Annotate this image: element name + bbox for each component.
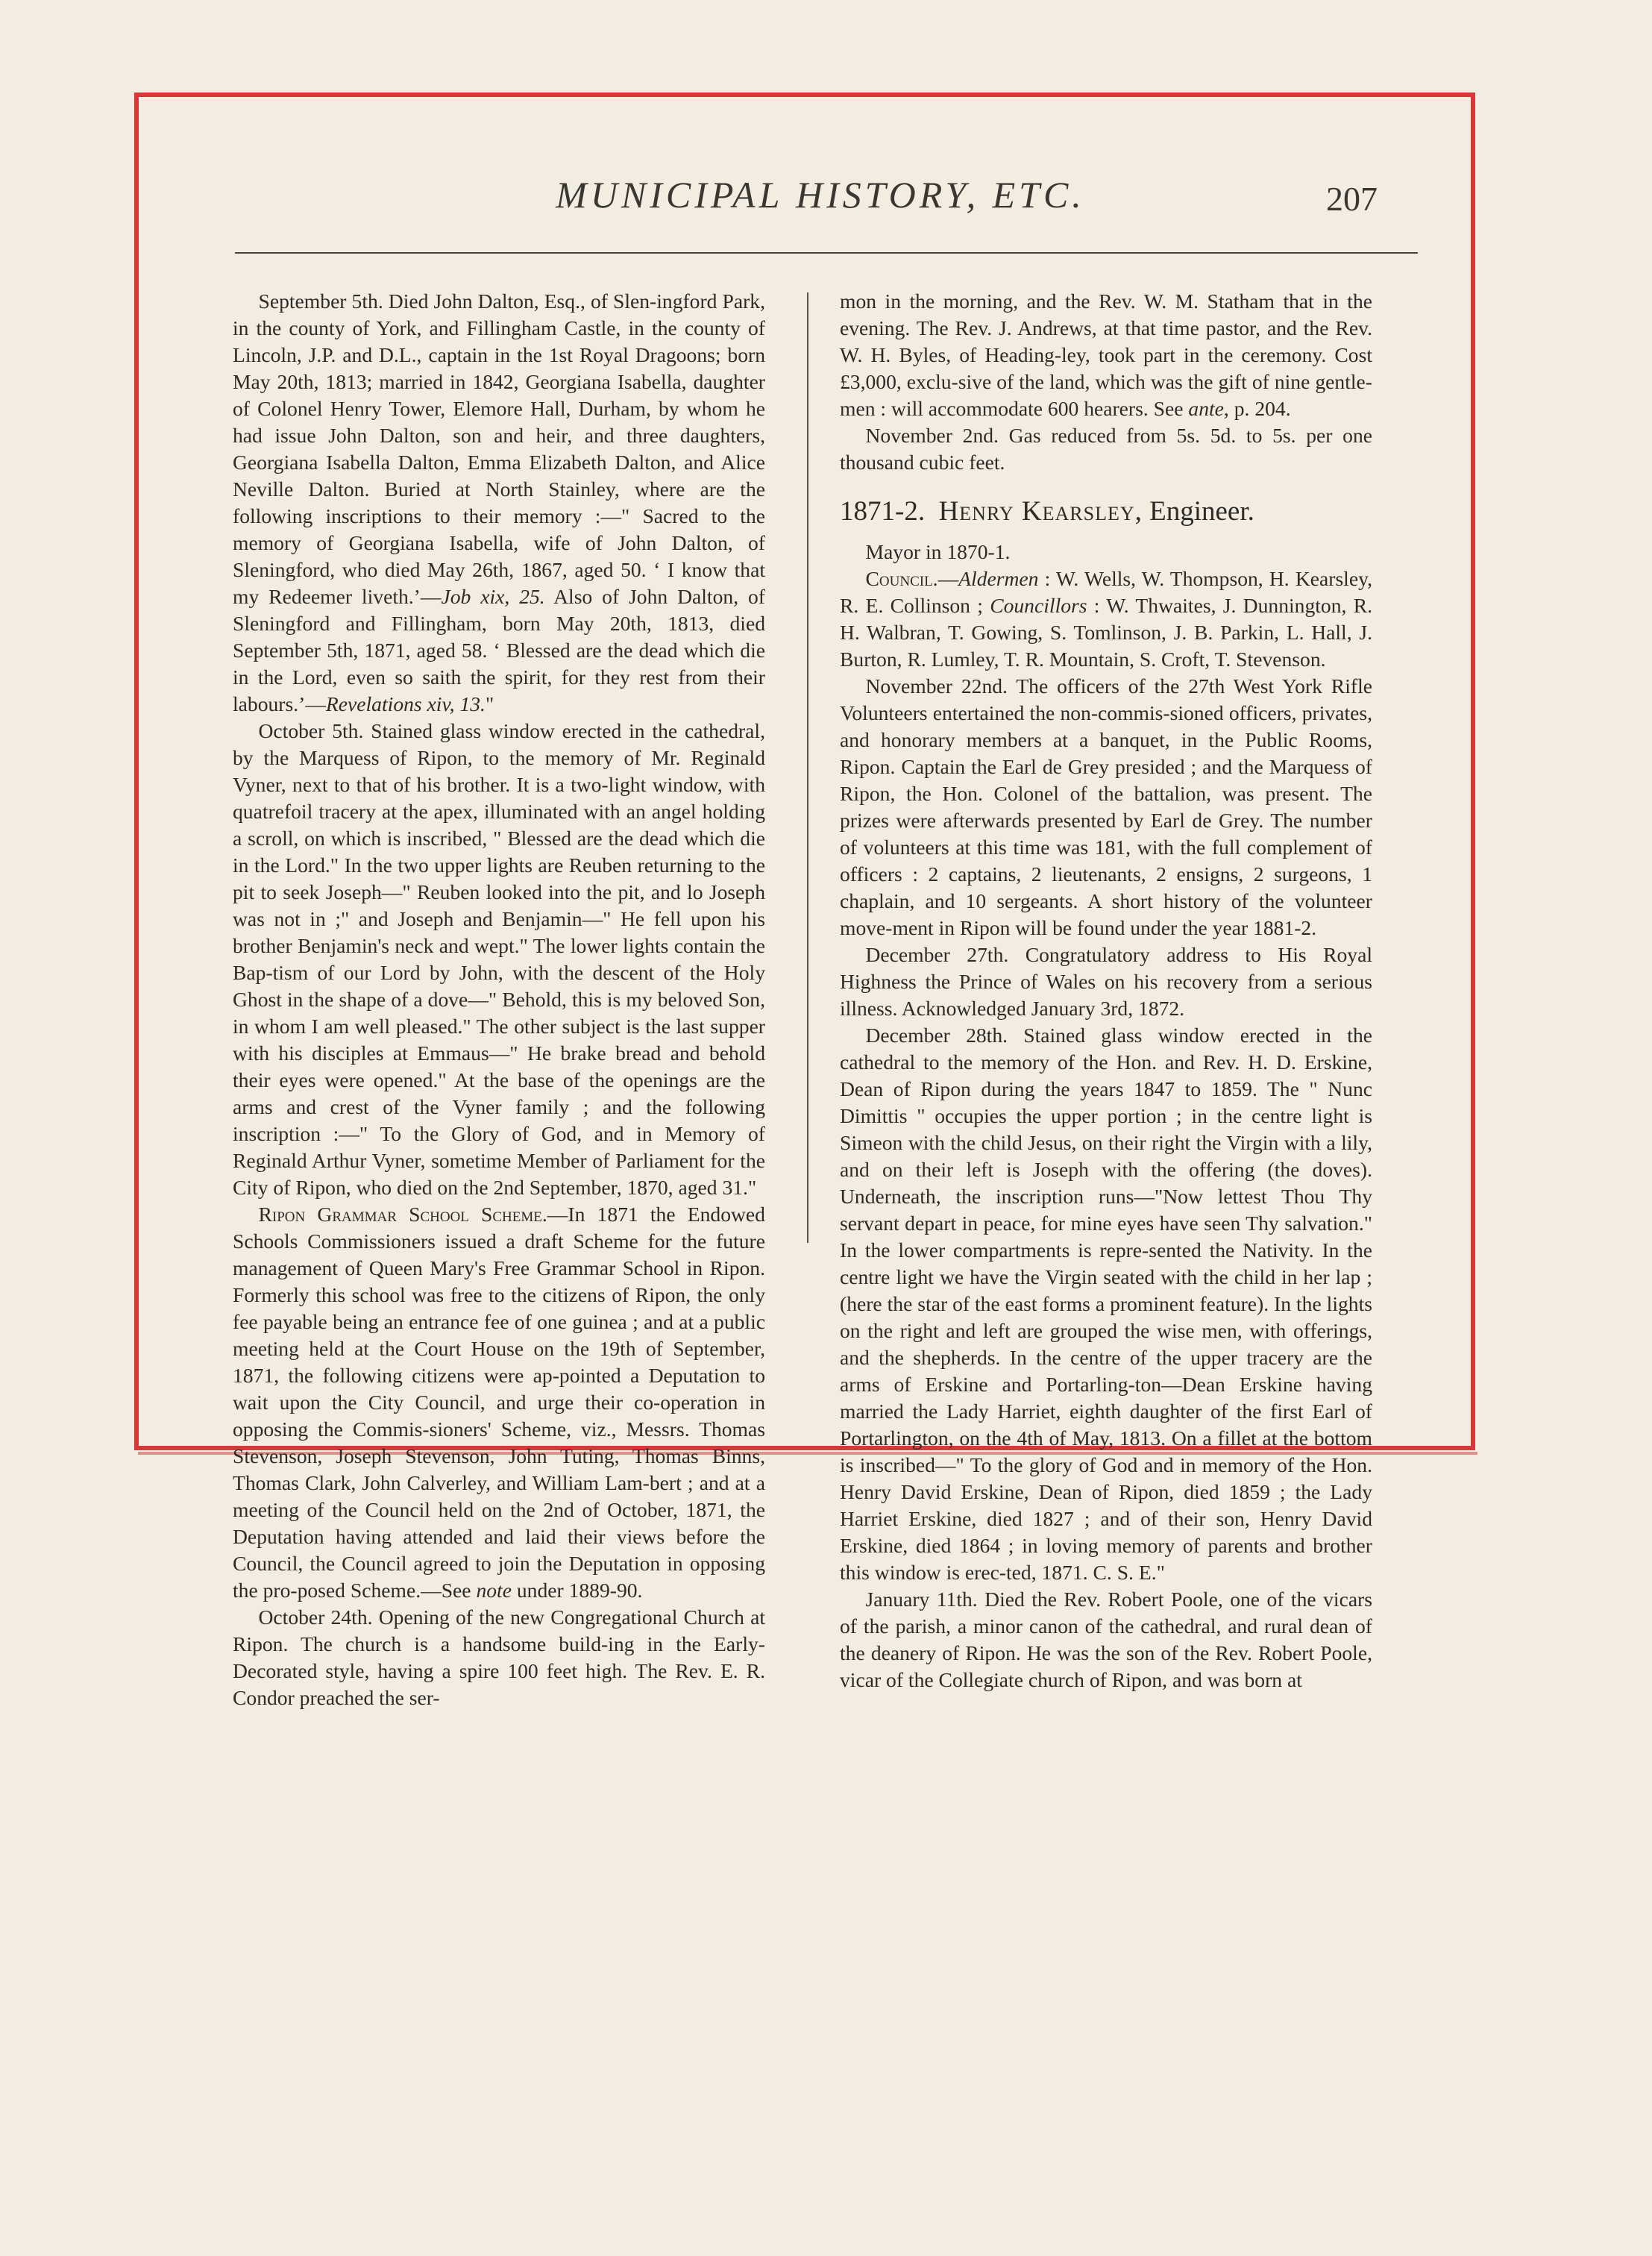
paragraph-volunteers: November 22nd. The officers of the 27th West York Rifle Volunteers entertained the non-commis-sioned officers, privates, and honorary members at a banquet, in the Public Rooms, Ripon. Captain the Earl de Grey presided ; and the Marquess of Ripon, the Hon. Colonel of the battalion, was present. The prizes were afterwards presented by Earl de Grey. The number of volunteers at this time was 181, with the full complement of officers : 2 captains, 2 lieutenants, 2 ensigns, 2 surgeons, 1 chaplain, and 10 sergeants. A short history of the volunteer move-ment in Ripon will be found under the year 1881-2.	[840, 674, 1372, 939]
right-column	[840, 288, 1372, 1693]
paragraph-congregational-church: October 24th. Opening of the new Congregational Church at Ripon. The church is a handsome build-ing in the Early-Decorated style, having a spire 100 feet high. The Rev. E. R. Condor preached the ser-	[233, 1605, 765, 1709]
paragraph-robert-poole: January 11th. Died the Rev. Robert Poole, one of the vicars of the parish, a minor canon of the cathedral, and rural dean of the deanery of Ripon. He was the son of the Rev. Robert Poole, vicar of the Collegiate church of Ripon, and was born at	[840, 1588, 1372, 1691]
section-heading: Ripon Grammar School Scheme.	[258, 1203, 547, 1226]
paragraph-prince-of-wales: December 27th. Congratulatory address to His Royal Highness the Prince of Wales on his recovery from a serious illness. Acknowledged January 3rd, 1872.	[840, 943, 1372, 1020]
mayor-name: Henry Kearsley,	[938, 496, 1143, 527]
page-number: 207	[1326, 180, 1378, 218]
paragraph-mayor-previous: Mayor in 1870-1.	[865, 540, 1011, 563]
paragraph-church-continued: mon in the morning, and the Rev. W. M. Statham that in the evening. The Rev. J. Andrews, at that time pastor, and the Rev. W. H. Byles, of Heading-ley, took part in the ceremony. Cost £3,000, exclu-sive of the land, which was the gift of nine gentle-men : will accommodate 600 hearers. See ante, p. 204.	[840, 289, 1372, 420]
paragraph-dalton: September 5th. Died John Dalton, Esq., of Slen-ingford Park, in the county of York, and Fillingham Castle, in the county of Lincoln, J.P. and D.L., captain in the 1st Royal Dragoons; born May 20th, 1813; married in 1842, Georgiana Isabella, daughter of Colonel Henry Tower, Elemore Hall, Durham, by whom he had issue John Dalton, son and heir, and three daughters, Georgiana Isabella Dalton, Emma Elizabeth Dalton, and Alice Neville Dalton. Buried at North Stainley, where are the following inscriptions to their memory :—" Sacred to the memory of Georgiana Isabella, wife of John Dalton, of Sleningford, who died May 26th, 1867, aged 50. ‘ I know that my Redeemer liveth.’—Job xix, 25. Also of John Dalton, of Sleningford and Fillingham, born May 20th, 1813, died September 5th, 1871, aged 58. ‘ Blessed are the dead which die in the Lord, even so saith the spirit, for they rest from their labours.’—Revelations xiv, 13."	[233, 289, 765, 715]
mayor-occupation: Engineer.	[1142, 496, 1254, 527]
mayor-years: 1871-2.	[840, 496, 926, 527]
left-column	[233, 288, 765, 1711]
paragraph-vyner-window: October 5th. Stained glass window erected in the cathedral, by the Marquess of Ripon, to the memory of Mr. Reginald Vyner, next to that of his brother. It is a two-light window, with quatrefoil tracery at the apex, illuminated with an angel holding a scroll, on which is inscribed, " Blessed are the dead which die in the Lord." In the two upper lights are Reuben returning to the pit to seek Joseph—" Reuben looked into the pit, and lo Joseph was not in ;" and Joseph and Benjamin—" He fell upon his brother Benjamin's neck and wept." The lower lights contain the Bap-tism of our Lord by John, with the descent of the Holy Ghost in the shape of a dove—" Behold, this is my beloved Son, in whom I am well pleased." The other subject is the last supper with his disciples at Emmaus—" He brake bread and behold their eyes were opened." At the base of the openings are the arms and crest of the Vyner family ; and the following inscription :—" To the Glory of God, and in Memory of Reginald Arthur Vyner, sometime Member of Parliament for the City of Ripon, who died on the 2nd September, 1870, aged 31."	[233, 719, 765, 1199]
paragraph-gas: November 2nd. Gas reduced from 5s. 5d. to 5s. per one thousand cubic feet.	[840, 424, 1372, 474]
header-rule	[235, 252, 1418, 254]
running-head: MUNICIPAL HISTORY, ETC.	[556, 174, 1085, 216]
paragraph-erskine-window: December 28th. Stained glass window erected in the cathedral to the memory of the Hon. and Rev. H. D. Erskine, Dean of Ripon during the years 1847 to 1859. The " Nunc Dimittis " occupies the upper portion ; in the centre light is Simeon with the child Jesus, on their right the Virgin with a lily, and on their left is Joseph with the offering (the doves). Underneath, the inscription runs—"Now lettest Thou Thy servant depart in peace, for mine eyes have seen Thy salvation." In the lower compartments is repre-sented the Nativity. In the centre light we have the Virgin seated with the child in her lap ; (here the star of the east forms a prominent feature). In the lights on the right and left are grouped the wise men, with offerings, and the shepherds. In the centre of the upper tracery are the arms of Erskine and Portarling-ton—Dean Erskine having married the Lady Harriet, eighth daughter of the first Earl of Portarlington, on the 4th of May, 1813. On a fillet at the bottom is inscribed—" To the glory of God and in memory of the Hon. Henry David Erskine, Dean of Ripon, died 1859 ; the Lady Harriet Erskine, died 1827 ; and of their son, Henry David Erskine, died 1864 ; in loving memory of parents and brother this window is erec-ted, 1871. C. S. E."	[840, 1024, 1372, 1584]
mayor-heading	[840, 494, 1372, 530]
paragraph-grammar-school: Ripon Grammar School Scheme.—In 1871 the Endowed Schools Commissioners issued a draft Scheme for the future management of Queen Mary's Free Grammar School in Ripon. Formerly this school was free to the citizens of Ripon, the only fee payable being an entrance fee of one guinea ; and at a public meeting held at the Court House on the 19th of September, 1871, the following citizens were ap-pointed a Deputation to wait upon the City Council, and urge their co-operation in opposing the Commis-sioners' Scheme, viz., Messrs. Thomas Stevenson, Joseph Stevenson, John Tuting, Thomas Binns, Thomas Clark, John Calverley, and William Lam-bert ; and at a meeting of the Council held on the 2nd of October, 1871, the Deputation having attended and laid their views before the Council, the Council agreed to join the Deputation in opposing the pro-posed Scheme.—See note under 1889-90.	[233, 1203, 765, 1602]
paragraph-council: Council.—Aldermen : W. Wells, W. Thompson, H. Kearsley, R. E. Collinson ; Councillors : W. Thwaites, J. Dunnington, R. H. Walbran, T. Gowing, S. Tomlinson, J. B. Parkin, L. Hall, J. Burton, R. Lumley, T. R. Mountain, S. Croft, T. Stevenson.	[840, 567, 1372, 671]
column-rule	[807, 292, 808, 1243]
